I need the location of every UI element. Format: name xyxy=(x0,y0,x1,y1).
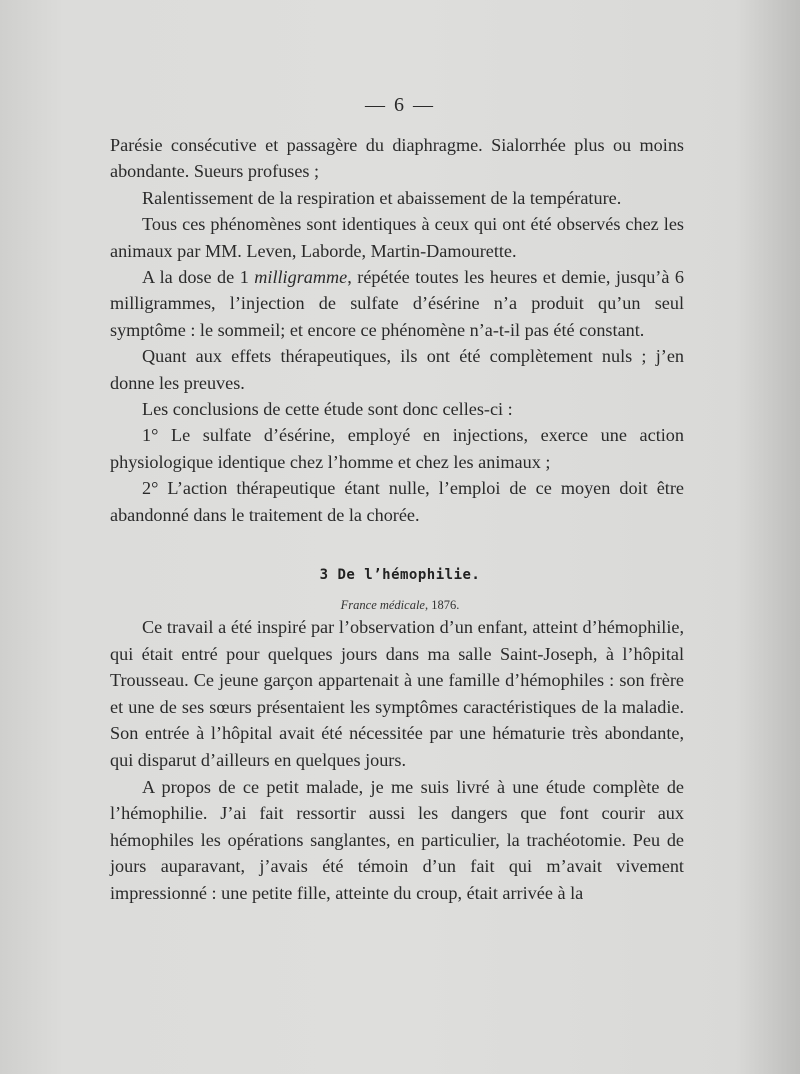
conclusion-item-2: 2° L’action thérapeutique étant nulle, l’emploi de ce moyen doit être abandonné dans le traitement de la chorée. xyxy=(110,478,684,525)
paragraph: Tous ces phénomènes sont identiques à ceux qui ont été observés chez les animaux par MM. Leven, Laborde, Martin-Damourette. xyxy=(110,214,684,261)
section-title: 3 De l’hémophilie. xyxy=(319,567,481,583)
source-journal: France médicale xyxy=(340,598,425,612)
paragraph: A propos de ce petit malade, je me suis livré à une étude complète de l’hémophilie. J’ai fait ressortir aussi les dangers que font courir aux hémophiles les opérations sanglantes, en particulier, la trachéotomie. Peu de jours auparavant, j’avais été témoin d’un fait qui m’avait vivement impressionné : une petite fille, atteinte du croup, était arrivée à la xyxy=(110,776,684,903)
paragraph xyxy=(110,264,684,343)
paragraph: Ralentissement de la respiration et abaissement de la température. xyxy=(142,187,622,208)
italic-term: milligramme xyxy=(254,267,348,288)
paragraph-text: A la dose de 1 xyxy=(142,267,255,288)
conclusion-item-1: 1° Le sulfate d’ésérine, employé en injections, exerce une action physiologique identique chez l’homme et chez les animaux ; xyxy=(110,425,684,472)
paragraph: Les conclusions de cette étude sont donc celles-ci : xyxy=(142,399,513,420)
paragraph-text: , répétée toutes les heures et demie, jusqu’à 6 milligrammes, l’injection de sulfate d’ésérine n’a produit qu’un seul symptôme : le sommeil; et encore ce phénomène n’a-t-il pas été constant. xyxy=(110,267,684,340)
source-year: , 1876. xyxy=(424,598,460,612)
page-number: — 6 — xyxy=(365,94,435,116)
bottom-text-block xyxy=(110,614,684,907)
paragraph: Quant aux effets thérapeutiques, ils ont été complètement nuls ; j’en donne les preuves. xyxy=(110,346,684,393)
top-text-block xyxy=(110,132,684,528)
section-source xyxy=(0,596,800,614)
paragraph: Parésie consécutive et passagère du diaphragme. Sialorrhée plus ou moins abondante. Sueurs profuses ; xyxy=(110,135,684,182)
paragraph: Ce travail a été inspiré par l’observation d’un enfant, atteint d’hémophilie, qui était entré pour quelques jours dans ma salle Saint-Joseph, à l’hôpital Trousseau. Ce jeune garçon appartenait à une famille d’hémophiles : son frère et une de ses sœurs présentaient les symptômes caractéristiques de la maladie. Son entrée à l’hôpital avait été nécessitée par une hématurie très abondante, qui disparut d’ailleurs en quelques jours. xyxy=(110,617,684,770)
